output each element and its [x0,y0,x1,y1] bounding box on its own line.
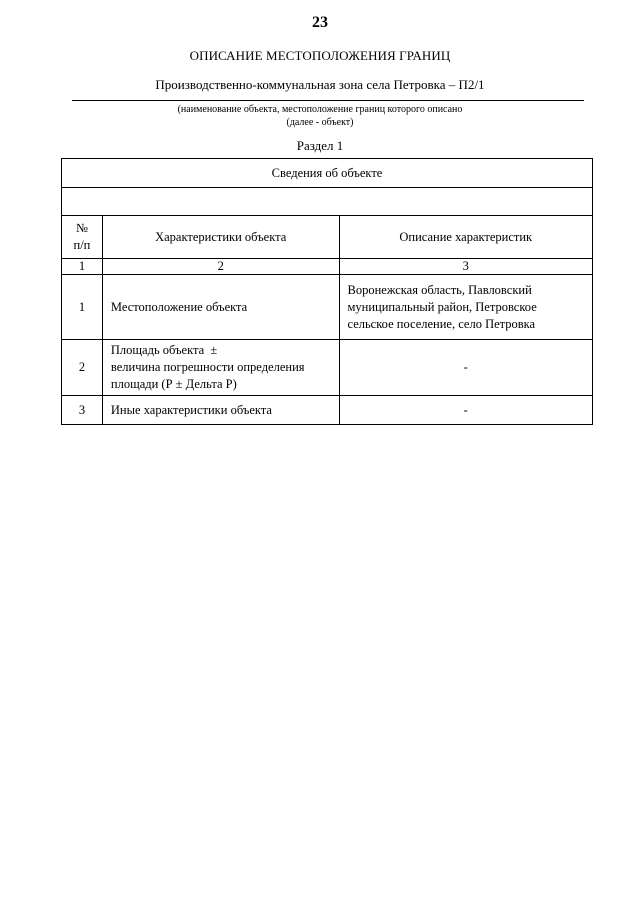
table-row [62,340,593,396]
characteristic-line: Местоположение объекта [110,299,248,314]
column-number: 2 [102,259,339,275]
page-number: 23 [312,14,328,31]
header-num-line-1: № [75,221,88,235]
row-description: - [339,396,593,425]
characteristic-line: величина погрешности определения [110,360,305,374]
header-description: Описание характеристик [339,216,593,259]
description-line: муниципальный район, Петровское [347,299,537,314]
row-description [339,275,593,340]
underline-rule [72,100,584,101]
column-number-row [62,259,593,275]
header-num [62,216,103,259]
row-characteristic [102,340,339,396]
row-num: 3 [62,396,103,425]
object-info-table [61,158,593,425]
row-description: - [339,340,593,396]
row-num: 1 [62,275,103,340]
characteristic-line: Площадь объекта ± [110,343,218,357]
document-title: ОПИСАНИЕ МЕСТОПОЛОЖЕНИЯ ГРАНИЦ [189,48,451,63]
row-num: 2 [62,340,103,396]
table-heading-row [62,159,593,188]
object-name-caption [0,103,640,129]
description-line: сельское поселение, село Петровка [347,316,536,331]
characteristic-line: площади (Р ± Дельта Р) [110,377,237,391]
object-name: Производственно-коммунальная зона села Петровка – П2/1 [155,77,485,92]
table-subheading-row [62,188,593,216]
row-characteristic [102,275,339,340]
header-characteristic: Характеристики объекта [102,216,339,259]
header-num-line-2: п/п [73,238,91,252]
table-row [62,275,593,340]
caption-line-2: (далее - объект) [286,117,354,128]
row-characteristic: Иные характеристики объекта [102,396,339,425]
table-heading: Сведения об объекте [62,159,593,188]
table-subheading [62,188,593,216]
table-header-row [62,216,593,259]
description-line: Воронежская область, Павловский [347,282,532,297]
caption-line-1: (наименование объекта, местоположение границ которого описано [177,104,463,115]
table-row [62,396,593,425]
column-number: 1 [62,259,103,275]
column-number: 3 [339,259,593,275]
section-label: Раздел 1 [296,138,344,153]
